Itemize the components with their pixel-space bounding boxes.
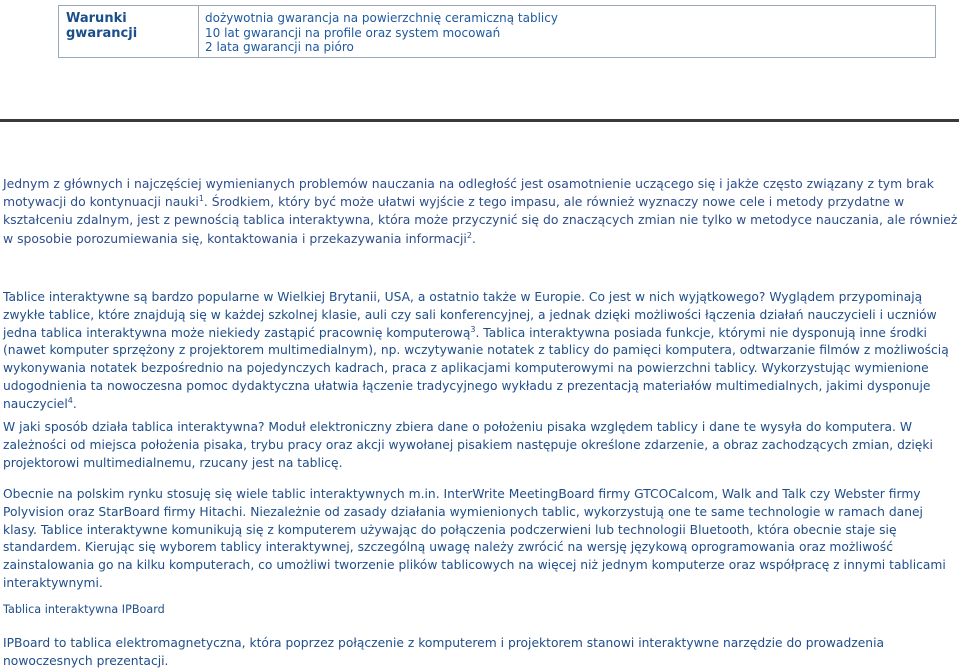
footnote-ref[interactable]: 4 [67, 395, 73, 405]
warranty-values [199, 6, 558, 57]
paragraph-text: . Tablica interaktywna posiada funkcje, którymi nie dysponują inne środki (nawet komputer sprzężony z projektorem multimedialnym), np. wczytywanie notatek z tablicy do pamięci komputera, odtwarzanie filmów z możliwością wykonywania notatek bezpośrednio na pojedynczych kadrach, praca z aplikacjami komputerowymi na powierzchni tablicy. Wykorzystując wymienione udogodnienia ta nowoczesna pomoc dydaktyczna ułatwia łączenie tradycyjnego wykładu z prezentacją materiałów multimedialnych, jakimi dysponuje nauczyciel [3, 325, 949, 411]
paragraph-text: Jednym z głównych i najczęściej wymienianych problemów nauczania na odległość jest osamotnienie uczącego się i jakże często związany z tym brak motywacji do kontynuacji nauki [3, 176, 934, 210]
footnote-ref[interactable]: 2 [466, 230, 472, 240]
footnote-ref[interactable]: 1 [198, 194, 204, 204]
warranty-line: 10 lat gwarancji na profile oraz system mocowań [205, 25, 501, 40]
subheading-ipboard: Tablica interaktywna IPBoard [3, 603, 165, 616]
warranty-line: 2 lata gwarancji na pióro [205, 40, 354, 54]
paragraph-intro [3, 175, 959, 248]
paragraph-text: Tablice interaktywne są bardzo popularne w Wielkiej Brytanii, USA, a ostatnio także w Europie. Co jest w nich wyjątkowego? Wyglądem przypominają zwykłe tablice, które znajdują się w każdej szkolnej klasie, auli czy sali konferencyjnej, a jednak dzięki możliwości łączenia działań nauczycieli i uczniów jedna tablica interaktywna może niekiedy zastąpić pracownię komputerową [3, 290, 937, 340]
paragraph-popularity [3, 289, 959, 414]
paragraph-text: . Środkiem, który być może ułatwi wyjście z tego impasu, ale również wyznaczy nowe cele i metody przydatne w kształceniu zdalnym, jest z pewnością tablica interaktywna, która może przyczynić się do znaczących zmian nie tylko w metodyce nauczania, ale również w sposobie porozumiewania się, kontaktowania i przekazywania informacji [3, 194, 958, 246]
paragraph-ipboard: IPBoard to tablica elektromagnetyczna, która poprzez połączenie z komputerem i projektorem stanowi interaktywne narzędzie do prowadzenia nowoczesnych prezentacji. [3, 636, 885, 668]
paragraph-market: Obecnie na polskim rynku stosuję się wiele tablic interaktywnych m.in. InterWrite MeetingBoard firmy GTCOCalcom, Walk and Talk czy Webster firmy Polyvision oraz StarBoard firmy Hitachi. Niezależnie od zasady działania wymienionych tablic, wykorzystują one te same technologie w ramach danej klasy. Tablice interaktywne komunikują się z komputerem używając do połączenia podczerwieni lub technologii Bluetooth, która obecnie staje się standardem. Kierując się wyborem tablicy interaktywnej, szczególną uwagę należy zwrócić na wersję językową oprogramowania oraz możliwość zainstalowania go na kilku komputerach, co umożliwi tworzenie plików tablicowych na więcej niż jednym komputerze oraz współpracę z innymi tablicami interaktywnymi. [3, 487, 946, 590]
paragraph-text: . [471, 230, 476, 246]
footnote-ref[interactable]: 3 [470, 324, 476, 334]
warranty-line: dożywotnia gwarancja na powierzchnię ceramiczną tablicy [205, 11, 558, 25]
warranty-table [58, 5, 936, 58]
section-divider [0, 119, 959, 122]
warranty-label: Warunki gwarancji [59, 6, 199, 57]
paragraph-how-it-works: W jaki sposób działa tablica interaktywna? Moduł elektroniczny zbiera dane o położeniu pisaka względem tablicy i dane te wysyła do komputera. W zależności od miejsca położenia pisaka, trybu pracy oraz akcji wywołanej pisakiem następuje określone zdarzenie, a obraz zachodzących zmian, dzięki projektorowi multimedialnemu, rzucany jest na tablicę. [3, 420, 933, 470]
paragraph-text: . [72, 396, 77, 411]
